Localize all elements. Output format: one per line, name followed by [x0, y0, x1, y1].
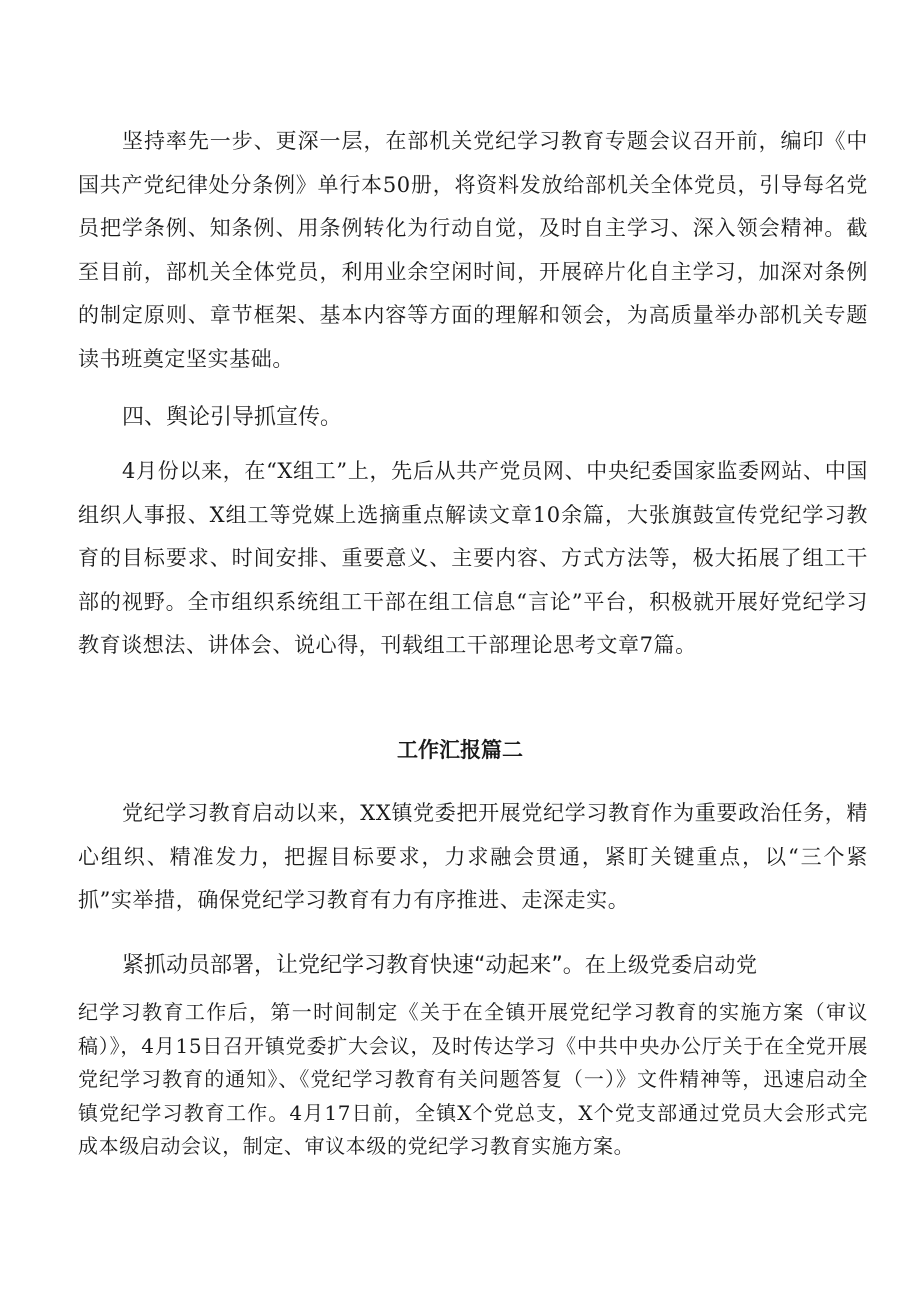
paragraph-town-committee-overview: 党纪学习教育启动以来，XX镇党委把开展党纪学习教育作为重要政治任务，精心组织、精准发力，把握目标要求，力求融会贯通，紧盯关键重点，以“三个紧抓”实举措，确保党纪学习教育有力有序推进、走深走实。 [78, 801, 868, 912]
paragraph-party-discipline-regulations: 坚持率先一步、更深一层，在部机关党纪学习教育专题会议召开前，编印《中国共产党纪律处分条例》单行本50册，将资料发放给部机关全体党员，引导每名党员把学条例、知条例、用条例转化为行动自觉，及时自主学习、深入领会精神。截至目前，部机关全体党员，利用业余空闲时间，开展碎片化自主学习，加深对条例的制定原则、章节框架、基本内容等方面的理解和领会，为高质量举办部机关专题读书班奠定坚实基础。 [78, 129, 868, 371]
paragraph-publicity: 4月份以来，在“X组工”上，先后从共产党员网、中央纪委国家监委网站、中国组织人事报、X组工等党媒上选摘重点解读文章10余篇，大张旗鼓宣传党纪学习教育的目标要求、时间安排、重要意义、主要内容、方式方法等，极大拓展了组工干部的视野。全市组织系统组工干部在组工信息“言论”平台，积极就开展好党纪学习教育谈想法、讲体会、说心得，刊载组工干部理论思考文章7篇。 [78, 459, 868, 657]
paragraph-mobilization-details: 纪学习教育工作后，第一时间制定《关于在全镇开展党纪学习教育的实施方案（审议稿）》，4月15日召开镇党委扩大会议，及时传达学习《中共中央办公厅关于在全党开展党纪学习教育的通知》、《党纪学习教育有关问题答复（一）》文件精神等，迅速启动全镇党纪学习教育工作。4月17日前，全镇X个党总支，X个党支部通过党员大会形式完成本级启动会议，制定、审议本级的党纪学习教育实施方案。 [78, 1000, 868, 1158]
mobilization-lead-continuation: 在上级党委启动党 [584, 953, 758, 977]
mobilization-lead-text: 紧抓动员部署，让党纪学习教育快速“动起来”。 [122, 953, 585, 978]
paragraph-mobilization-lead [78, 944, 868, 988]
heading-public-opinion-guidance: 四、舆论引导抓宣传。 [122, 405, 343, 430]
section-title-work-report-two: 工作汇报篇二 [397, 738, 523, 762]
